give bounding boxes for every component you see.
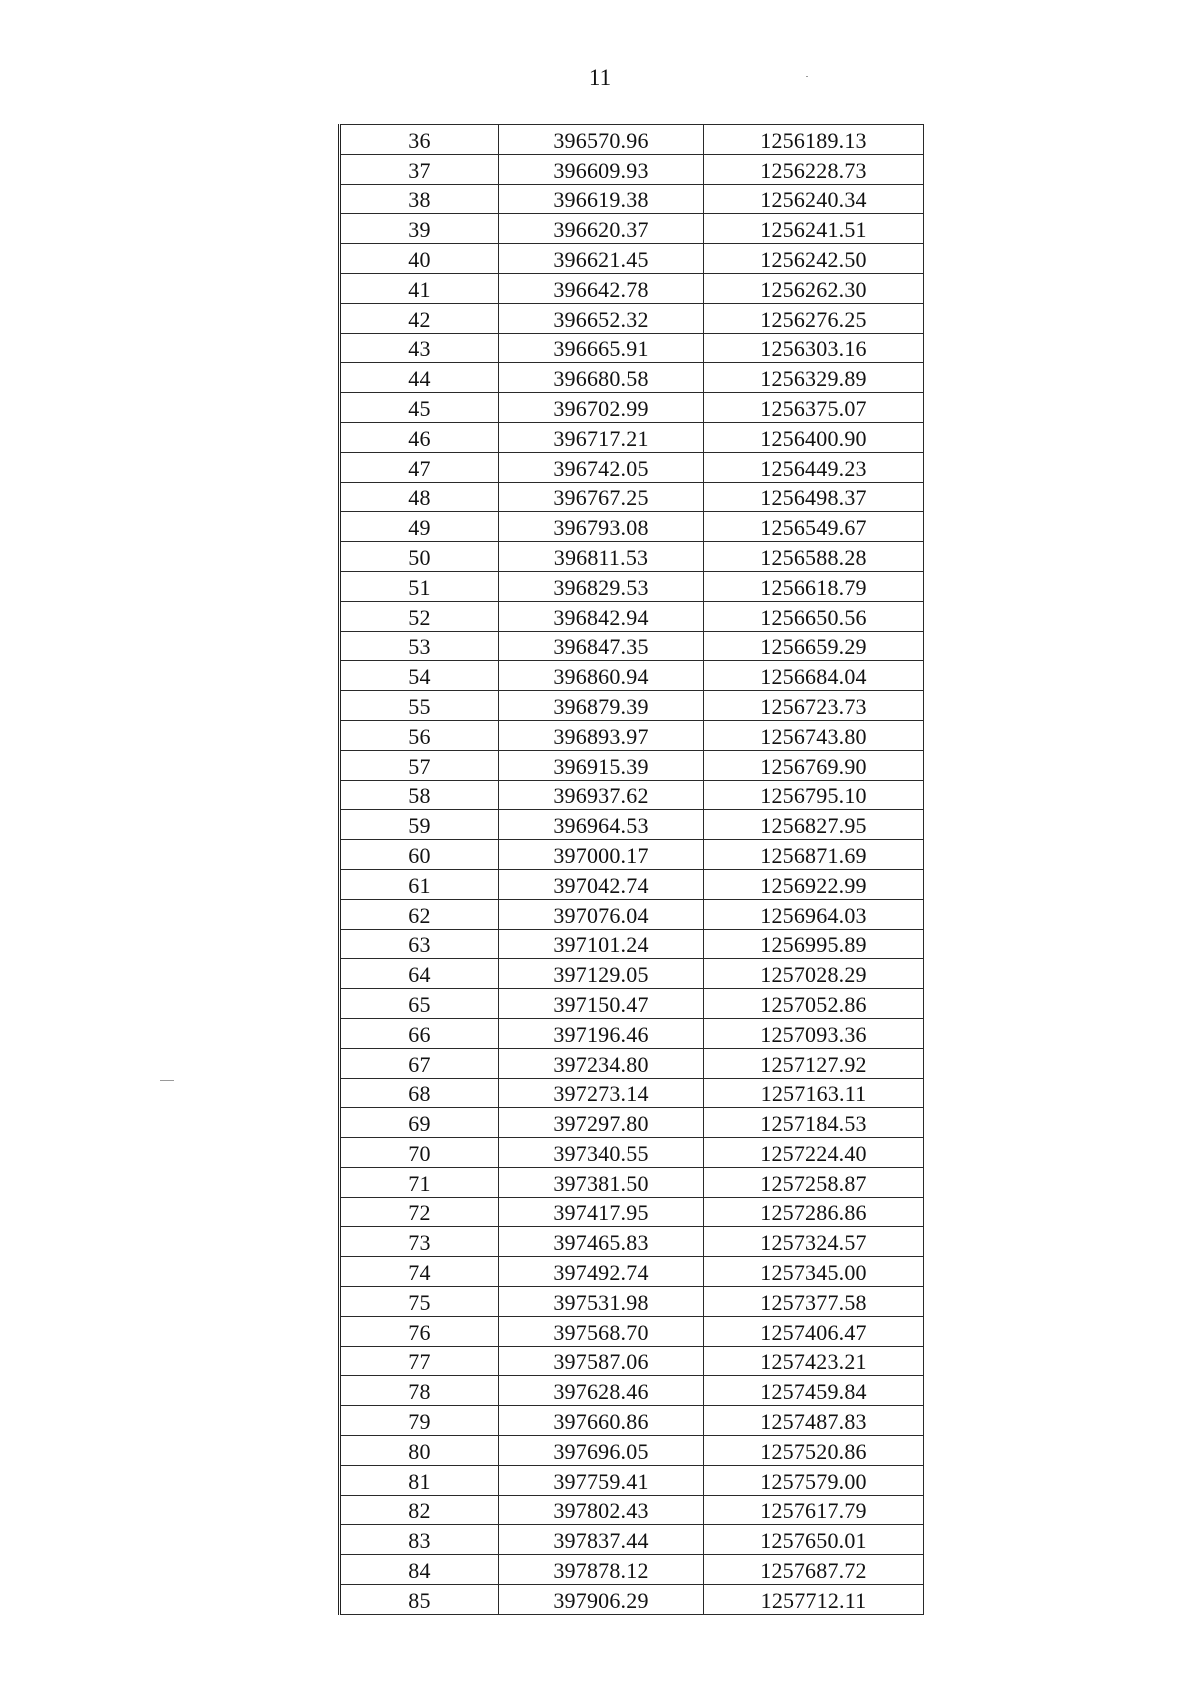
table-row: [340, 1018, 924, 1048]
x-coordinate-cell: 397042.74: [499, 869, 704, 899]
y-coordinate-cell: 1256769.90: [704, 750, 924, 780]
point-number-cell: 73: [340, 1227, 499, 1257]
table-row: [340, 125, 924, 155]
x-coordinate-cell: 396621.45: [499, 244, 704, 274]
y-coordinate-cell: 1256400.90: [704, 422, 924, 452]
y-coordinate-cell: 1257324.57: [704, 1227, 924, 1257]
x-coordinate-cell: 397660.86: [499, 1406, 704, 1436]
x-coordinate-cell: 397340.55: [499, 1138, 704, 1168]
y-coordinate-cell: 1257459.84: [704, 1376, 924, 1406]
y-coordinate-cell: 1256549.67: [704, 512, 924, 542]
y-coordinate-cell: 1256262.30: [704, 273, 924, 303]
y-coordinate-cell: 1256276.25: [704, 303, 924, 333]
x-coordinate-cell: 396619.38: [499, 184, 704, 214]
y-coordinate-cell: 1257286.86: [704, 1197, 924, 1227]
point-number-cell: 58: [340, 780, 499, 810]
point-number-cell: 65: [340, 989, 499, 1019]
point-number-cell: 53: [340, 631, 499, 661]
table-row: [340, 1257, 924, 1287]
y-coordinate-cell: 1256240.34: [704, 184, 924, 214]
x-coordinate-cell: 396879.39: [499, 691, 704, 721]
x-coordinate-cell: 396717.21: [499, 422, 704, 452]
y-coordinate-cell: 1256871.69: [704, 840, 924, 870]
x-coordinate-cell: 396964.53: [499, 810, 704, 840]
page-number: 11: [588, 65, 612, 90]
y-coordinate-cell: 1257163.11: [704, 1078, 924, 1108]
x-coordinate-cell: 396609.93: [499, 154, 704, 184]
x-coordinate-cell: 397076.04: [499, 899, 704, 929]
x-coordinate-cell: 397101.24: [499, 929, 704, 959]
point-number-cell: 66: [340, 1018, 499, 1048]
x-coordinate-cell: 397878.12: [499, 1555, 704, 1585]
table-row: [340, 303, 924, 333]
point-number-cell: 83: [340, 1525, 499, 1555]
point-number-cell: 50: [340, 542, 499, 572]
x-coordinate-cell: 397568.70: [499, 1316, 704, 1346]
point-number-cell: 71: [340, 1167, 499, 1197]
point-number-cell: 42: [340, 303, 499, 333]
point-number-cell: 76: [340, 1316, 499, 1346]
table-row: [340, 780, 924, 810]
y-coordinate-cell: 1257712.11: [704, 1585, 924, 1615]
x-coordinate-cell: 397531.98: [499, 1287, 704, 1317]
scan-speck: [160, 1080, 174, 1081]
x-coordinate-cell: 397587.06: [499, 1346, 704, 1376]
y-coordinate-cell: 1256242.50: [704, 244, 924, 274]
point-number-cell: 70: [340, 1138, 499, 1168]
x-coordinate-cell: 396620.37: [499, 214, 704, 244]
point-number-cell: 62: [340, 899, 499, 929]
coordinates-table-body: [340, 125, 924, 1615]
table-row: [340, 512, 924, 542]
point-number-cell: 40: [340, 244, 499, 274]
y-coordinate-cell: 1257052.86: [704, 989, 924, 1019]
y-coordinate-cell: 1256743.80: [704, 720, 924, 750]
y-coordinate-cell: 1257127.92: [704, 1048, 924, 1078]
point-number-cell: 45: [340, 393, 499, 423]
y-coordinate-cell: 1256189.13: [704, 125, 924, 155]
x-coordinate-cell: 396811.53: [499, 542, 704, 572]
table-row: [340, 661, 924, 691]
table-row: [340, 1465, 924, 1495]
table-row: [340, 482, 924, 512]
point-number-cell: 74: [340, 1257, 499, 1287]
point-number-cell: 48: [340, 482, 499, 512]
table-row: [340, 1048, 924, 1078]
point-number-cell: 67: [340, 1048, 499, 1078]
table-row: [340, 571, 924, 601]
point-number-cell: 43: [340, 333, 499, 363]
point-number-cell: 61: [340, 869, 499, 899]
x-coordinate-cell: 396642.78: [499, 273, 704, 303]
table-row: [340, 333, 924, 363]
x-coordinate-cell: 397196.46: [499, 1018, 704, 1048]
y-coordinate-cell: 1256329.89: [704, 363, 924, 393]
x-coordinate-cell: 396652.32: [499, 303, 704, 333]
y-coordinate-cell: 1257423.21: [704, 1346, 924, 1376]
point-number-cell: 84: [340, 1555, 499, 1585]
x-coordinate-cell: 396937.62: [499, 780, 704, 810]
y-coordinate-cell: 1256659.29: [704, 631, 924, 661]
table-row: [340, 959, 924, 989]
table-row: [340, 1406, 924, 1436]
point-number-cell: 64: [340, 959, 499, 989]
x-coordinate-cell: 396767.25: [499, 482, 704, 512]
x-coordinate-cell: 397000.17: [499, 840, 704, 870]
x-coordinate-cell: 397906.29: [499, 1585, 704, 1615]
table-row: [340, 1525, 924, 1555]
point-number-cell: 81: [340, 1465, 499, 1495]
x-coordinate-cell: 396860.94: [499, 661, 704, 691]
y-coordinate-cell: 1257377.58: [704, 1287, 924, 1317]
x-coordinate-cell: 397381.50: [499, 1167, 704, 1197]
y-coordinate-cell: 1256449.23: [704, 452, 924, 482]
point-number-cell: 51: [340, 571, 499, 601]
table-row: [340, 154, 924, 184]
point-number-cell: 39: [340, 214, 499, 244]
table-row: [340, 1585, 924, 1615]
point-number-cell: 85: [340, 1585, 499, 1615]
point-number-cell: 72: [340, 1197, 499, 1227]
x-coordinate-cell: 397150.47: [499, 989, 704, 1019]
x-coordinate-cell: 397129.05: [499, 959, 704, 989]
x-coordinate-cell: 397234.80: [499, 1048, 704, 1078]
table-row: [340, 1227, 924, 1257]
point-number-cell: 68: [340, 1078, 499, 1108]
point-number-cell: 55: [340, 691, 499, 721]
point-number-cell: 78: [340, 1376, 499, 1406]
y-coordinate-cell: 1257487.83: [704, 1406, 924, 1436]
x-coordinate-cell: 397759.41: [499, 1465, 704, 1495]
point-number-cell: 75: [340, 1287, 499, 1317]
table-row: [340, 1138, 924, 1168]
point-number-cell: 77: [340, 1346, 499, 1376]
x-coordinate-cell: 396915.39: [499, 750, 704, 780]
point-number-cell: 82: [340, 1495, 499, 1525]
point-number-cell: 47: [340, 452, 499, 482]
table-row: [340, 542, 924, 572]
point-number-cell: 57: [340, 750, 499, 780]
table-row: [340, 840, 924, 870]
x-coordinate-cell: 397297.80: [499, 1108, 704, 1138]
table-row: [340, 184, 924, 214]
x-coordinate-cell: 396893.97: [499, 720, 704, 750]
table-row: [340, 601, 924, 631]
y-coordinate-cell: 1257579.00: [704, 1465, 924, 1495]
y-coordinate-cell: 1256684.04: [704, 661, 924, 691]
y-coordinate-cell: 1256964.03: [704, 899, 924, 929]
table-row: [340, 422, 924, 452]
point-number-cell: 59: [340, 810, 499, 840]
y-coordinate-cell: 1256498.37: [704, 482, 924, 512]
table-row: [340, 869, 924, 899]
table-row: [340, 1078, 924, 1108]
point-number-cell: 54: [340, 661, 499, 691]
x-coordinate-cell: 396570.96: [499, 125, 704, 155]
x-coordinate-cell: 396665.91: [499, 333, 704, 363]
table-row: [340, 363, 924, 393]
y-coordinate-cell: 1257093.36: [704, 1018, 924, 1048]
table-row: [340, 1287, 924, 1317]
table-row: [340, 631, 924, 661]
x-coordinate-cell: 397417.95: [499, 1197, 704, 1227]
x-coordinate-cell: 396702.99: [499, 393, 704, 423]
table-row: [340, 1346, 924, 1376]
scan-speck: [806, 76, 808, 77]
y-coordinate-cell: 1256241.51: [704, 214, 924, 244]
y-coordinate-cell: 1256795.10: [704, 780, 924, 810]
table-row: [340, 1167, 924, 1197]
point-number-cell: 44: [340, 363, 499, 393]
table-row: [340, 929, 924, 959]
y-coordinate-cell: 1256618.79: [704, 571, 924, 601]
table-row: [340, 1316, 924, 1346]
table-row: [340, 393, 924, 423]
y-coordinate-cell: 1257028.29: [704, 959, 924, 989]
y-coordinate-cell: 1257224.40: [704, 1138, 924, 1168]
y-coordinate-cell: 1256995.89: [704, 929, 924, 959]
y-coordinate-cell: 1257650.01: [704, 1525, 924, 1555]
point-number-cell: 52: [340, 601, 499, 631]
table-row: [340, 1555, 924, 1585]
y-coordinate-cell: 1256723.73: [704, 691, 924, 721]
x-coordinate-cell: 396793.08: [499, 512, 704, 542]
y-coordinate-cell: 1257406.47: [704, 1316, 924, 1346]
point-number-cell: 49: [340, 512, 499, 542]
table-row: [340, 1436, 924, 1466]
point-number-cell: 36: [340, 125, 499, 155]
point-number-cell: 80: [340, 1436, 499, 1466]
y-coordinate-cell: 1257687.72: [704, 1555, 924, 1585]
x-coordinate-cell: 397837.44: [499, 1525, 704, 1555]
table-row: [340, 273, 924, 303]
x-coordinate-cell: 396742.05: [499, 452, 704, 482]
table-row: [340, 244, 924, 274]
table-row: [340, 452, 924, 482]
x-coordinate-cell: 397802.43: [499, 1495, 704, 1525]
table-row: [340, 214, 924, 244]
table-row: [340, 1495, 924, 1525]
point-number-cell: 63: [340, 929, 499, 959]
point-number-cell: 60: [340, 840, 499, 870]
point-number-cell: 37: [340, 154, 499, 184]
point-number-cell: 38: [340, 184, 499, 214]
y-coordinate-cell: 1256650.56: [704, 601, 924, 631]
table-row: [340, 720, 924, 750]
x-coordinate-cell: 397273.14: [499, 1078, 704, 1108]
x-coordinate-cell: 396680.58: [499, 363, 704, 393]
y-coordinate-cell: 1256228.73: [704, 154, 924, 184]
y-coordinate-cell: 1256375.07: [704, 393, 924, 423]
x-coordinate-cell: 396847.35: [499, 631, 704, 661]
table-row: [340, 810, 924, 840]
table-row: [340, 1197, 924, 1227]
x-coordinate-cell: 396842.94: [499, 601, 704, 631]
table-row: [340, 750, 924, 780]
point-number-cell: 41: [340, 273, 499, 303]
x-coordinate-cell: 397465.83: [499, 1227, 704, 1257]
y-coordinate-cell: 1256303.16: [704, 333, 924, 363]
y-coordinate-cell: 1257617.79: [704, 1495, 924, 1525]
point-number-cell: 46: [340, 422, 499, 452]
x-coordinate-cell: 397492.74: [499, 1257, 704, 1287]
y-coordinate-cell: 1257258.87: [704, 1167, 924, 1197]
y-coordinate-cell: 1256922.99: [704, 869, 924, 899]
x-coordinate-cell: 397628.46: [499, 1376, 704, 1406]
coordinates-table: [338, 124, 924, 1615]
y-coordinate-cell: 1257520.86: [704, 1436, 924, 1466]
table-row: [340, 691, 924, 721]
x-coordinate-cell: 397696.05: [499, 1436, 704, 1466]
table-row: [340, 1376, 924, 1406]
x-coordinate-cell: 396829.53: [499, 571, 704, 601]
y-coordinate-cell: 1257184.53: [704, 1108, 924, 1138]
table-row: [340, 989, 924, 1019]
point-number-cell: 79: [340, 1406, 499, 1436]
y-coordinate-cell: 1256827.95: [704, 810, 924, 840]
table-row: [340, 1108, 924, 1138]
point-number-cell: 69: [340, 1108, 499, 1138]
y-coordinate-cell: 1256588.28: [704, 542, 924, 572]
table-row: [340, 899, 924, 929]
point-number-cell: 56: [340, 720, 499, 750]
y-coordinate-cell: 1257345.00: [704, 1257, 924, 1287]
